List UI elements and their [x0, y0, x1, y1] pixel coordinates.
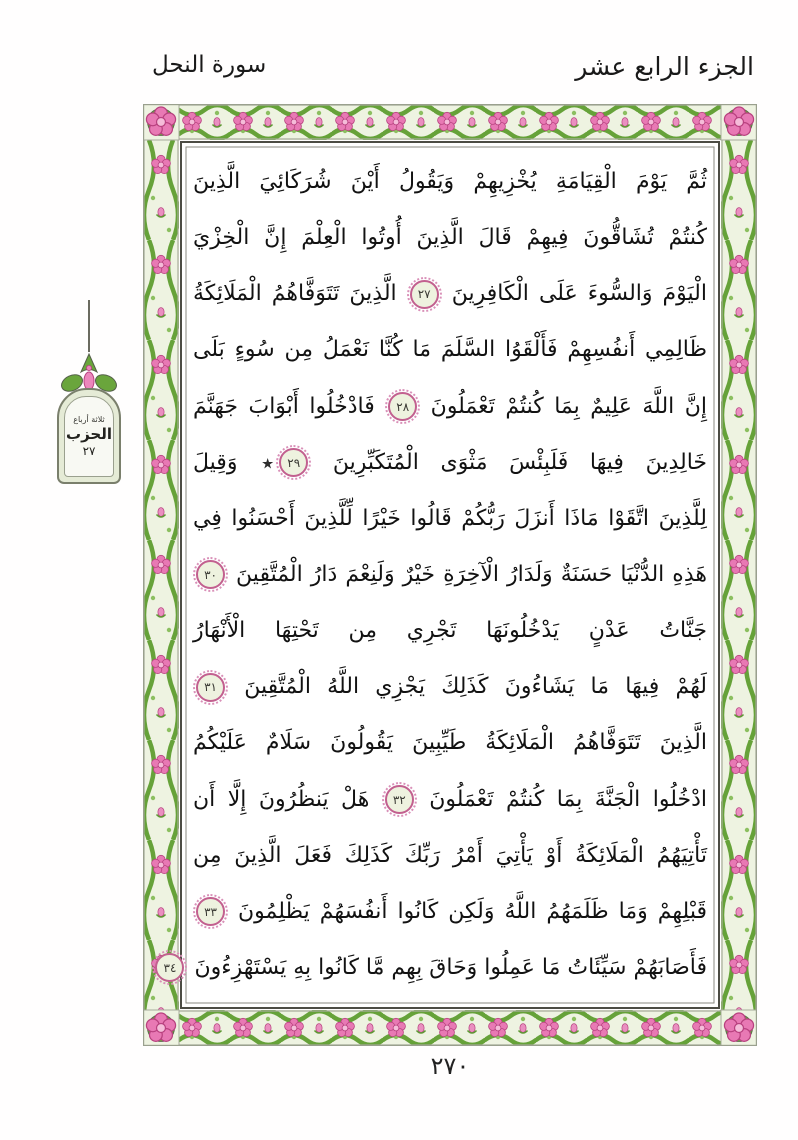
- ayah-text: ثُمَّ يَوْمَ الْقِيَامَةِ يُخْزِيهِمْ وَيَقُولُ أَيْنَ شُرَكَائِيَ الَّذِينَ: [193, 169, 707, 194]
- mushaf-line: [193, 154, 707, 210]
- page-number: ٢٧٠: [430, 1052, 470, 1080]
- ayah-text: كُنتُمْ تُشَاقُّونَ فِيهِمْ قَالَ الَّذِينَ أُوتُوا الْعِلْمَ إِنَّ الْخِزْيَ: [193, 225, 707, 251]
- ayah-text: هَلْ يَنظُرُونَ إِلَّا أَن: [193, 786, 382, 812]
- mushaf-frame: [143, 104, 757, 1046]
- verse-number-badge: ٣٠: [196, 560, 225, 589]
- hizb-marker: [52, 352, 126, 484]
- mushaf-line: [163, 940, 707, 996]
- mushaf-line: [193, 435, 707, 491]
- verse-number-badge: ٣٣: [196, 897, 225, 926]
- verse-number-badge: ٣٢: [385, 785, 414, 814]
- mushaf-line: [193, 772, 707, 828]
- mushaf-line: [193, 884, 707, 940]
- ayah-text: لَهُمْ فِيهَا مَا يَشَاءُونَ كَذَلِكَ يَجْزِي اللَّهُ الْمُتَّقِينَ: [228, 674, 707, 700]
- quran-text-block: [163, 154, 707, 996]
- rub-el-hizb-marker: ٭: [261, 448, 275, 477]
- mushaf-line: [193, 379, 707, 435]
- hizb-fraction-label: ثلاثة أرباع: [73, 415, 105, 424]
- hizb-number: ٢٧: [82, 444, 96, 458]
- ayah-text: الْيَوْمَ وَالسُّوءَ عَلَى الْكَافِرِينَ: [441, 281, 707, 307]
- juz-header-label: الجزء الرابع عشر: [575, 52, 754, 81]
- ayah-text: الَّذِينَ تَتَوَفَّاهُمُ الْمَلَائِكَةُ طَيِّبِينَ يَقُولُونَ سَلَامٌ عَلَيْكُمُ: [193, 730, 707, 756]
- ayah-text: وَقِيلَ: [193, 449, 260, 475]
- mushaf-line: [193, 322, 707, 378]
- ayah-text: لِلَّذِينَ اتَّقَوْا مَاذَا أَنزَلَ رَبُّكُمْ قَالُوا خَيْرًا لِّلَّذِينَ أَحْسَنُوا فِي: [193, 505, 707, 531]
- ayah-text: جَنَّاتُ عَدْنٍ يَدْخُلُونَهَا تَجْرِي مِن تَحْتِهَا الْأَنْهَارُ: [193, 618, 707, 644]
- mushaf-line: [193, 266, 707, 322]
- mushaf-line: [193, 547, 707, 603]
- hizb-badge-body: [57, 388, 121, 484]
- verse-number-badge: ٣٤: [155, 953, 184, 982]
- ayah-text: خَالِدِينَ فِيهَا فَلَبِئْسَ مَثْوَى الْمُتَكَبِّرِينَ: [311, 449, 707, 475]
- hizb-label: الحزب: [66, 425, 112, 443]
- surah-header-label: سورة النحل: [152, 52, 267, 78]
- ayah-text: ادْخُلُوا الْجَنَّةَ بِمَا كُنتُمْ تَعْمَلُونَ: [416, 786, 707, 812]
- mushaf-line: [193, 715, 707, 771]
- verse-number-badge: ٢٨: [388, 392, 417, 421]
- ayah-text: تَأْتِيَهُمُ الْمَلَائِكَةُ أَوْ يَأْتِيَ أَمْرُ رَبِّكَ كَذَلِكَ فَعَلَ الَّذِينَ مِن: [193, 842, 707, 868]
- ayah-text: فَادْخُلُوا أَبْوَابَ جَهَنَّمَ: [193, 393, 386, 419]
- mushaf-line: [193, 491, 707, 547]
- ayah-text: الَّذِينَ تَتَوَفَّاهُمُ الْمَلَائِكَةُ: [193, 281, 407, 307]
- ayah-text: هَذِهِ الدُّنْيَا حَسَنَةٌ وَلَدَارُ الْآخِرَةِ خَيْرٌ وَلَنِعْمَ دَارُ الْمُتَّقِينَ: [228, 561, 707, 587]
- mushaf-line: [193, 828, 707, 884]
- hizb-marker-stem: [88, 300, 90, 352]
- mushaf-line: [193, 210, 707, 266]
- ayah-text: قَبْلِهِمْ وَمَا ظَلَمَهُمُ اللَّهُ وَلَكِن كَانُوا أَنفُسَهُمْ يَظْلِمُونَ: [228, 898, 707, 924]
- ayah-text: فَأَصَابَهُمْ سَيِّئَاتُ مَا عَمِلُوا وَحَاقَ بِهِم مَّا كَانُوا بِهِ يَسْتَهْزِءُونَ: [187, 954, 707, 980]
- mushaf-line: [193, 659, 707, 715]
- verse-number-badge: ٢٧: [410, 280, 439, 309]
- mushaf-line: [193, 603, 707, 659]
- ayah-text: إِنَّ اللَّهَ عَلِيمٌ بِمَا كُنتُمْ تَعْمَلُونَ: [420, 393, 707, 419]
- hizb-badge-panel: [64, 396, 114, 477]
- verse-number-badge: ٣١: [196, 673, 225, 702]
- ayah-text: ظَالِمِي أَنفُسِهِمْ فَأَلْقَوُا السَّلَمَ مَا كُنَّا نَعْمَلُ مِن سُوءٍ بَلَى: [193, 337, 707, 363]
- verse-number-badge: ٢٩: [279, 448, 308, 477]
